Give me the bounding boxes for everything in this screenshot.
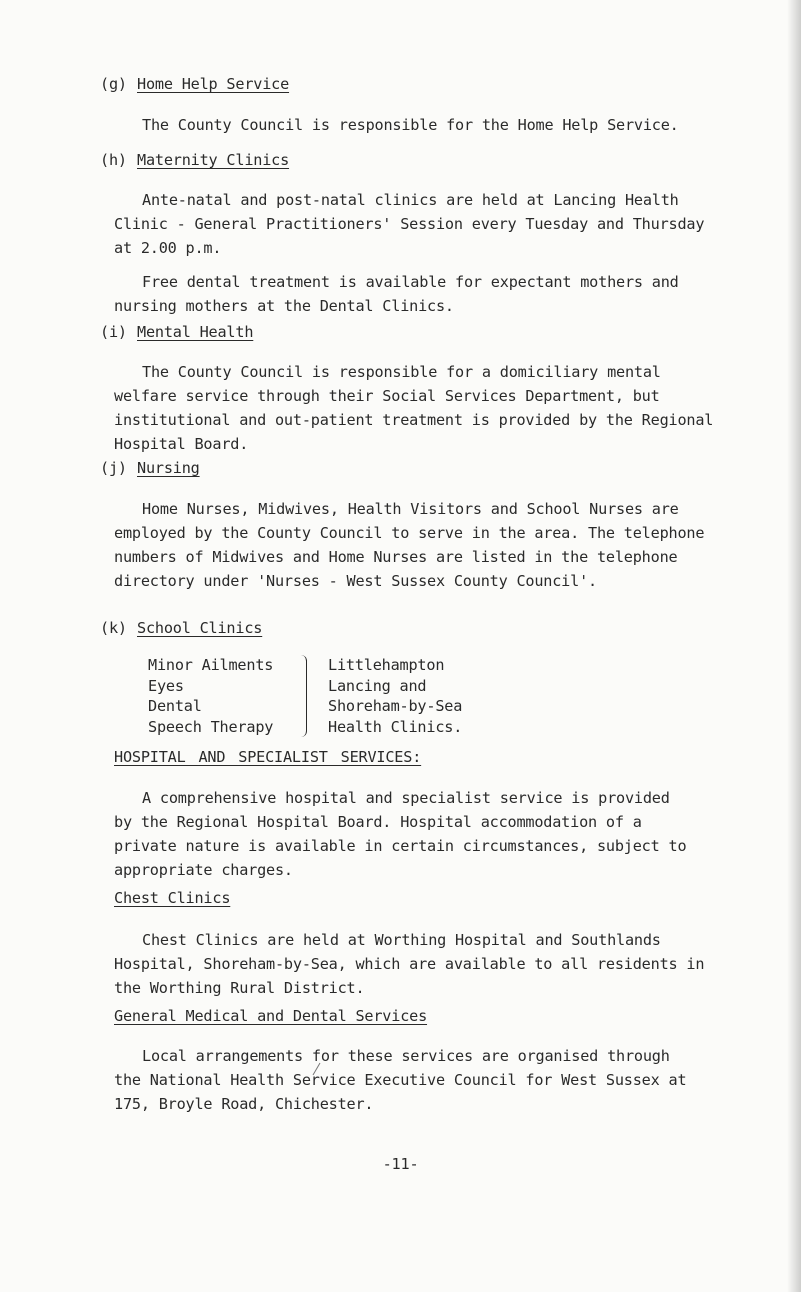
section-heading-nursing bbox=[100, 456, 200, 480]
section-heading-maternity bbox=[100, 148, 290, 172]
clinic-type: Minor Ailments bbox=[148, 656, 274, 674]
section-marker: (g) bbox=[100, 75, 127, 93]
clinic-location: Health Clinics. bbox=[328, 717, 463, 736]
paragraph-home-help: The County Council is responsible for the Home Help Service. bbox=[142, 116, 679, 134]
section-marker: (j) bbox=[100, 459, 127, 477]
stray-mark bbox=[312, 1062, 322, 1076]
paragraph-mental-health: The County Council is responsible for a domiciliary mental welfare service through their Social Services Department, but institutional and out-patient treatment is provided by the Regional Hospital Board. bbox=[114, 363, 714, 453]
paragraph-nursing: Home Nurses, Midwives, Health Visitors and School Nurses are employed by the County Council to serve in the area. The telephone numbers of Midwives and Home Nurses are listed in the telephone directory under 'Nurses - West Sussex County Council'. bbox=[114, 500, 705, 590]
page-number: -11- bbox=[382, 1155, 419, 1173]
paragraph-maternity-clinics: Ante-natal and post-natal clinics are held at Lancing Health Clinic - General Practitioners' Session every Tuesday and Thursday at 2.00 p.m. bbox=[114, 191, 705, 257]
chest-clinics-heading: Chest Clinics bbox=[114, 889, 231, 907]
clinic-type: Eyes bbox=[148, 676, 184, 695]
section-marker: (k) bbox=[100, 619, 127, 637]
clinic-locations-list bbox=[328, 655, 462, 737]
section-title: School Clinics bbox=[137, 619, 263, 637]
section-marker: (i) bbox=[100, 323, 127, 341]
section-title: Mental Health bbox=[137, 323, 254, 341]
clinic-location: Lancing and bbox=[328, 676, 427, 695]
section-title: Nursing bbox=[137, 459, 200, 477]
grouping-brace bbox=[300, 655, 307, 737]
section-marker: (h) bbox=[100, 151, 127, 169]
section-heading-mental-health bbox=[100, 320, 254, 344]
clinic-location: Littlehampton bbox=[328, 656, 445, 674]
general-services-heading: General Medical and Dental Services bbox=[114, 1007, 428, 1025]
clinic-type: Dental bbox=[148, 697, 202, 715]
section-title: Maternity Clinics bbox=[137, 151, 290, 169]
section-title: Home Help Service bbox=[137, 75, 290, 93]
clinic-types-list bbox=[148, 655, 273, 737]
paragraph-chest-clinics: Chest Clinics are held at Worthing Hospital and Southlands Hospital, Shoreham-by-Sea, which are available to all residents in the Worthing Rural District. bbox=[114, 931, 705, 997]
hospital-services-heading: HOSPITAL AND SPECIALIST SERVICES: bbox=[114, 748, 422, 766]
section-heading-home-help bbox=[100, 72, 290, 96]
paragraph-hospital-services: A comprehensive hospital and specialist service is provided by the Regional Hospital Board. Hospital accommodation of a private nature is available in certain circumstances, subject to appropriate charges. bbox=[114, 789, 687, 879]
clinic-type: Speech Therapy bbox=[148, 717, 274, 736]
paragraph-general-services: Local arrangements for these services are organised through the National Health Service Executive Council for West Sussex at 175, Broyle Road, Chichester. bbox=[114, 1047, 687, 1113]
paragraph-dental-treatment: Free dental treatment is available for expectant mothers and nursing mothers at the Dental Clinics. bbox=[114, 273, 679, 315]
clinic-location: Shoreham-by-Sea bbox=[328, 697, 463, 715]
section-heading-school-clinics bbox=[100, 616, 263, 640]
